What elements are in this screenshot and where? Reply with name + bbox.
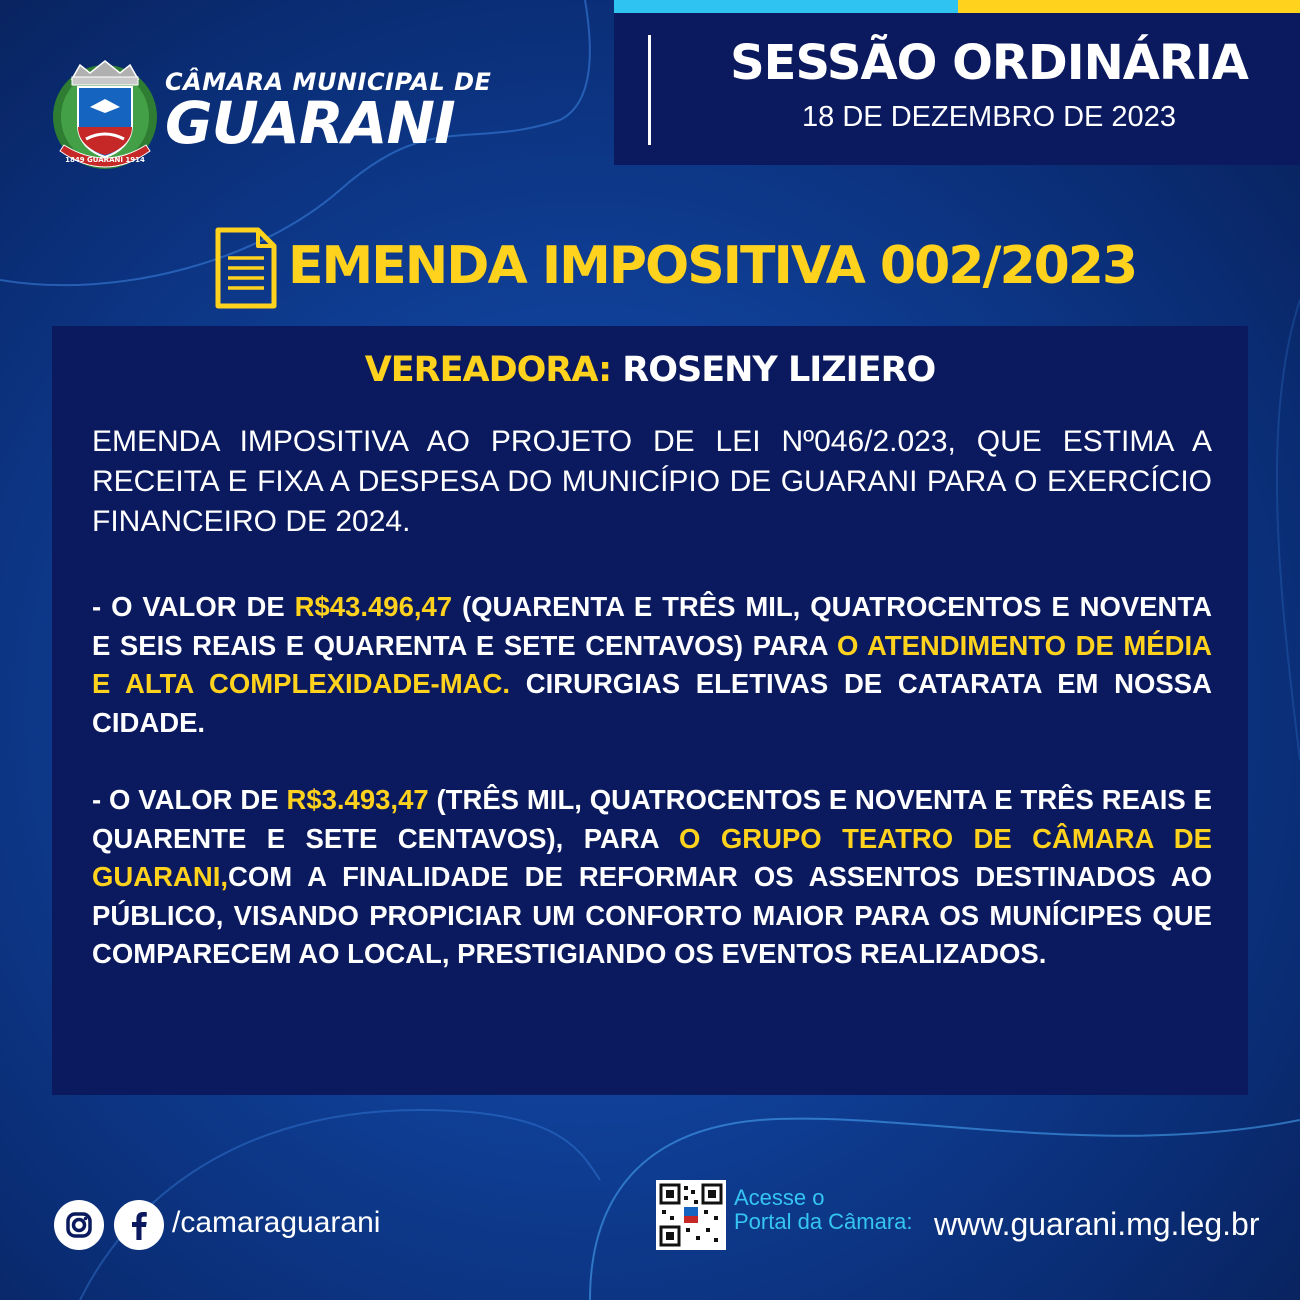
councilwoman-name: ROSENY LIZIERO (611, 350, 936, 390)
chamber-name-title: GUARANI (165, 89, 455, 157)
portal-url-link[interactable]: www.guarani.mg.leg.br (934, 1206, 1260, 1242)
councilwoman-label: VEREADORA: (364, 350, 612, 390)
instagram-icon[interactable] (54, 1200, 104, 1250)
qr-code-icon[interactable] (656, 1180, 726, 1250)
facebook-icon[interactable] (114, 1200, 164, 1250)
item-2-suffix: COM A FINALIDADE DE REFORMAR OS ASSENTOS DESTINADOS AO PÚBLICO, VISANDO PROPICIAR UM CONFORTO MAIOR PARA OS MUNÍCIPES QUE COMPARECEM AO LOCAL, PRESTIGIANDO OS EVENTOS REALIZADOS. (92, 861, 1212, 969)
document-icon (214, 226, 278, 310)
item-2-prefix: - O VALOR DE (92, 784, 287, 815)
chamber-name (165, 68, 492, 157)
item-1-highlight: O ATENDIMENTO DE MÉDIA E ALTA COMPLEXIDADE-MAC. (92, 629, 1212, 699)
councilwoman-line (52, 350, 1248, 390)
amendment-intro: EMENDA IMPOSITIVA AO PROJETO DE LEI Nº046/2.023, QUE ESTIMA A RECEITA E FIXA A DESPESA DO MUNICÍPIO DE GUARANI PARA O EXERCÍCIO FINANCEIRO DE 2024. (92, 425, 1212, 538)
amendment-item-1 (92, 588, 1212, 742)
item-2-highlight: O GRUPO TEATRO DE CÂMARA DE GUARANI, (92, 822, 1212, 892)
session-date: 18 DE DEZEMBRO DE 2023 (802, 101, 1176, 133)
item-1-amount: R$43.496,47 (294, 591, 453, 622)
portal-label-line-1: Acesse o (734, 1185, 825, 1210)
municipal-crest-logo (50, 55, 160, 173)
chamber-name-subtitle: CÂMARA MUNICIPAL DE (165, 68, 492, 96)
session-banner (614, 13, 1300, 165)
item-1-prefix: - O VALOR DE (92, 591, 295, 622)
svg-text:1849 GUARANI 1914: 1849 GUARANI 1914 (65, 156, 145, 164)
session-title: SESSÃO ORDINÁRIA (730, 35, 1248, 91)
top-stripe-yellow (958, 0, 1300, 13)
item-2-amount: R$3.493,47 (286, 784, 429, 815)
item-1-middle: (QUARENTA E TRÊS MIL, QUATROCENTOS E NOVENTA E SEIS REAIS E QUARENTA E SETE CENTAVOS) PARA (92, 591, 1212, 661)
session-divider (648, 35, 651, 145)
amendment-title: EMENDA IMPOSITIVA 002/2023 (288, 236, 1137, 296)
portal-label (734, 1186, 913, 1234)
item-1-suffix: CIRURGIAS ELETIVAS DE CATARATA EM NOSSA CIDADE. (92, 668, 1212, 738)
amendment-item-2 (92, 781, 1212, 974)
amendment-panel (52, 326, 1248, 1095)
portal-label-line-2: Portal da Câmara: (734, 1209, 913, 1234)
item-2-middle: (TRÊS MIL, QUATROCENTOS E NOVENTA E TRÊS REAIS E QUARENTE E SETE CENTAVOS), PARA (92, 784, 1212, 854)
social-handle[interactable]: /camaraguarani (172, 1206, 381, 1239)
top-stripe-cyan (614, 0, 958, 13)
